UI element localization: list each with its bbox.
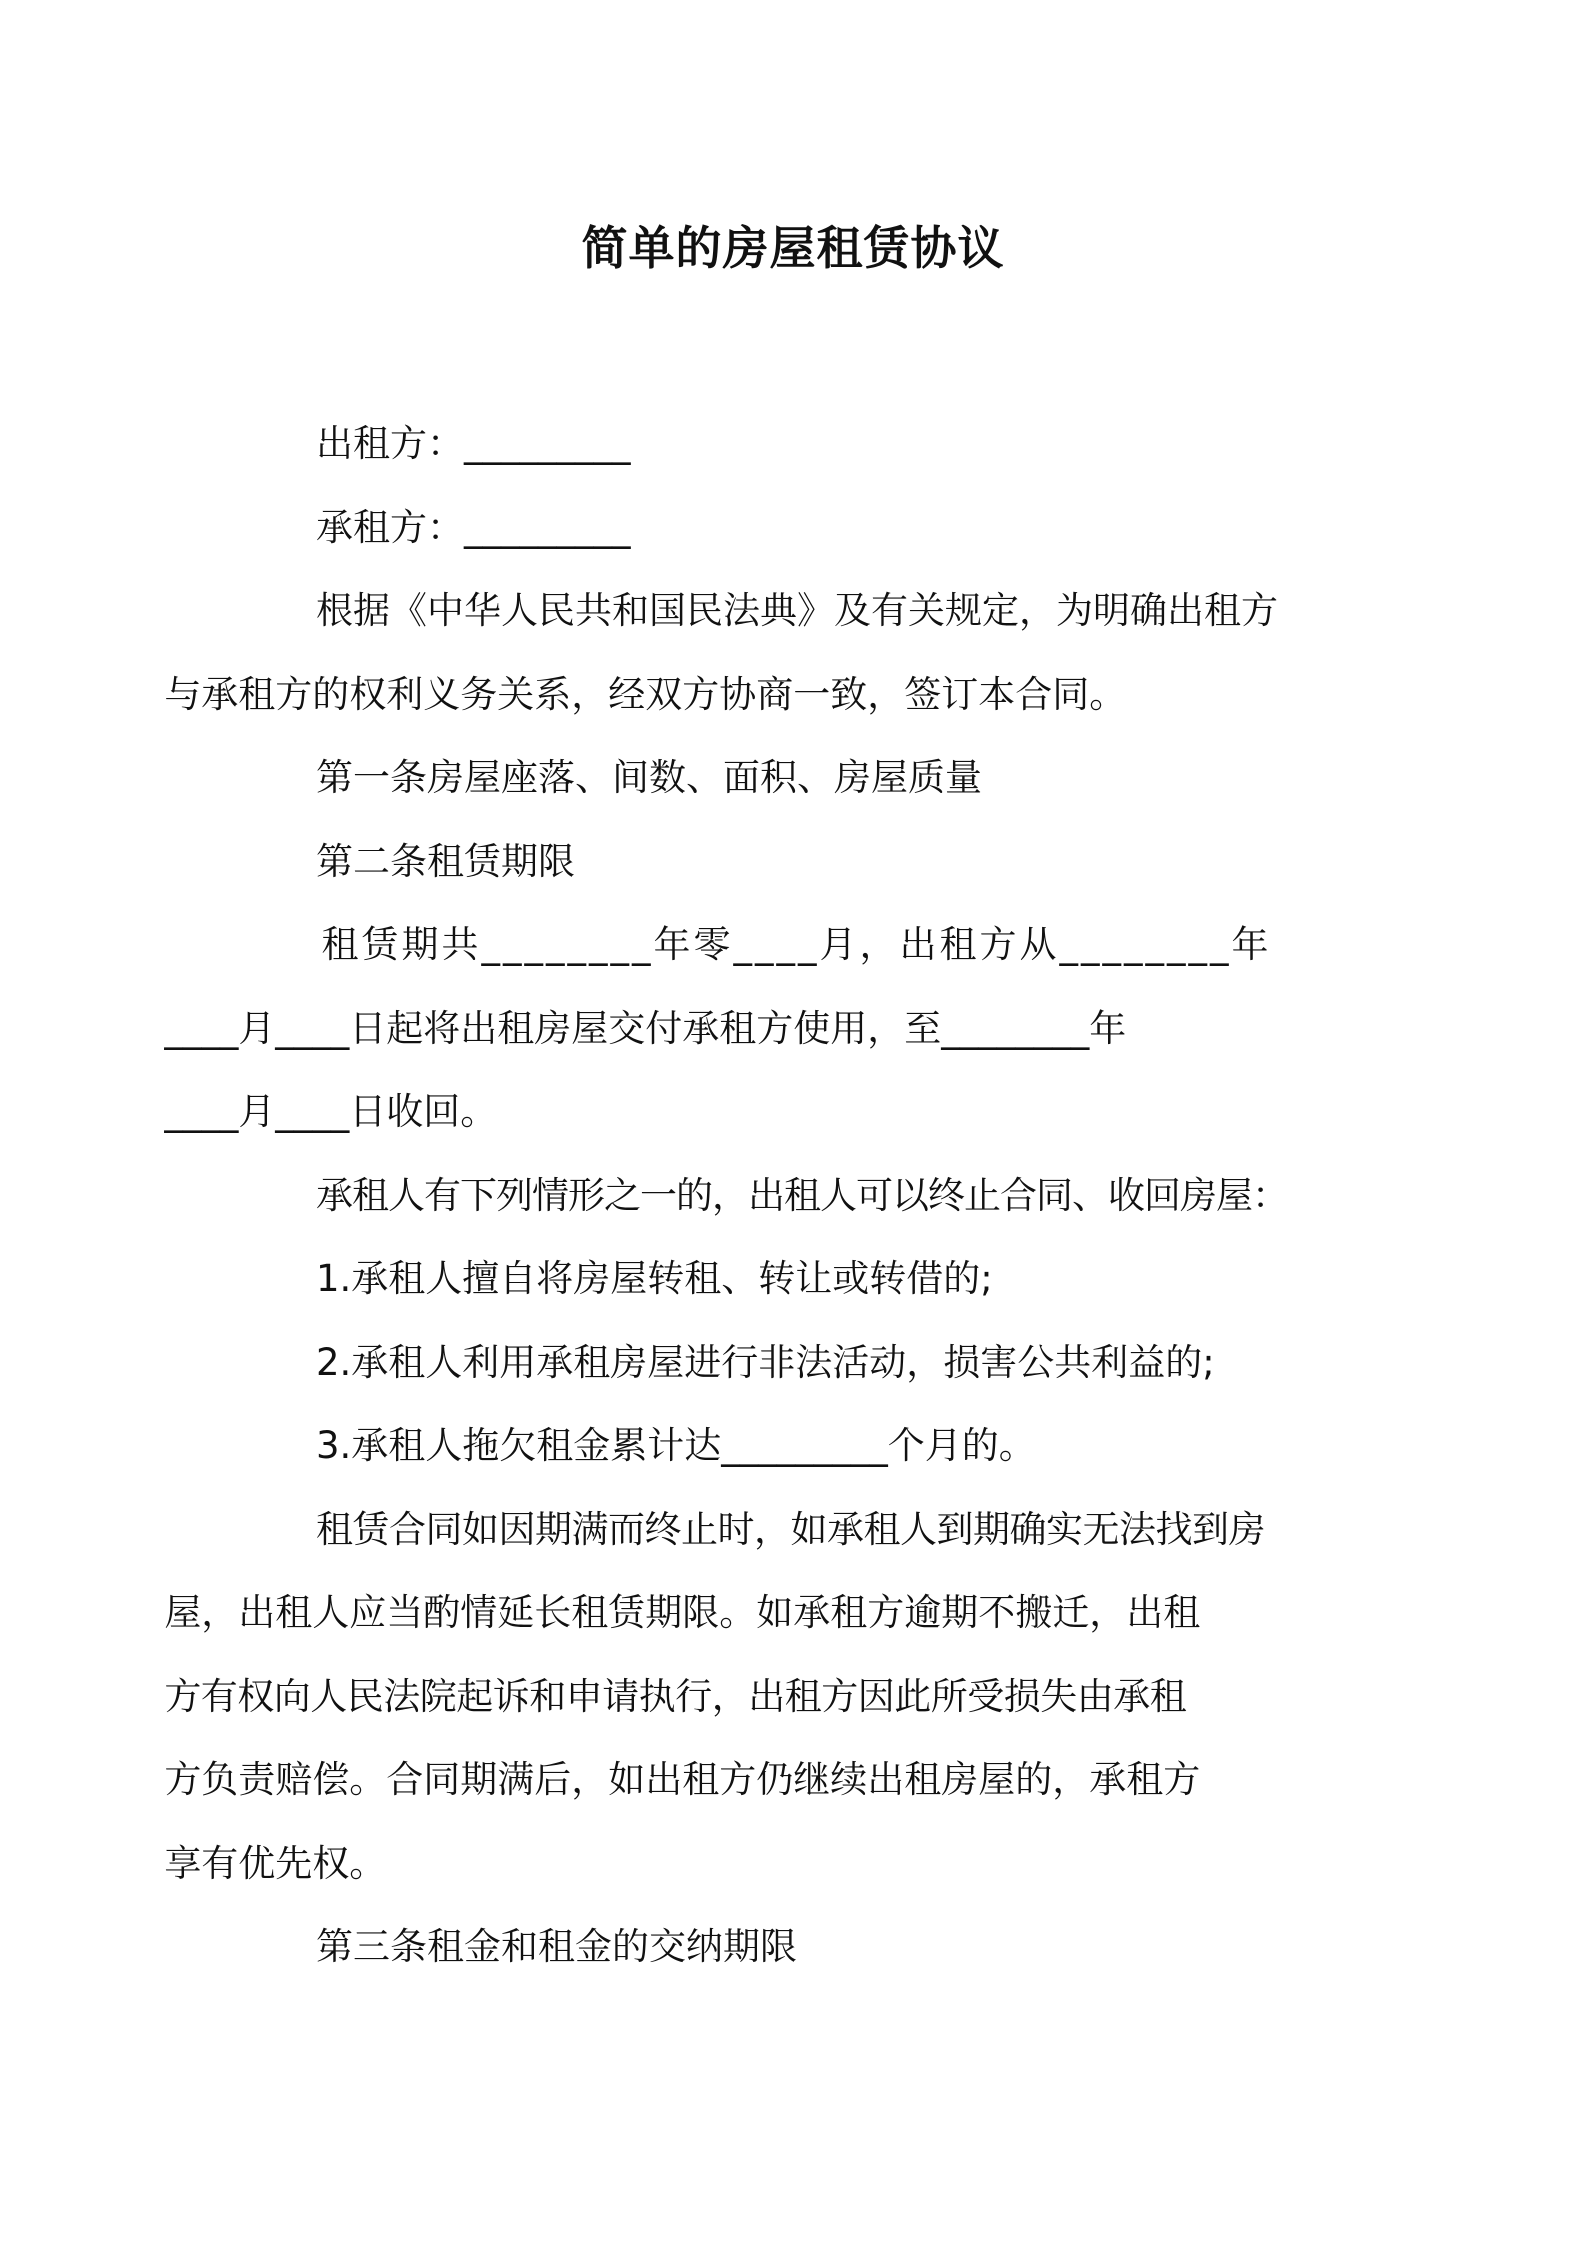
preamble-line-1: 根据《中华人民共和国民法典》及有关规定，为明确出租方: [316, 589, 1278, 632]
document-body: [164, 402, 1352, 1989]
expiry-line-1: 租赁合同如因期满而终止时，如承租人到期确实无法找到房: [316, 1507, 1265, 1551]
termination-intro: 承租人有下列情形之一的，出租人可以终止合同、收回房屋：: [316, 1173, 1288, 1217]
document-title: 简单的房屋租赁协议: [581, 221, 1005, 275]
term-line-1: 租赁期共________年零____月，出租方从________年: [321, 923, 1272, 966]
lessee-line: 承租方：_________: [316, 505, 631, 549]
termination-item-3: 3.承租人拖欠租金累计达_________个月的。: [316, 1424, 1036, 1467]
termination-item-2: 2.承租人利用承租房屋进行非法活动，损害公共利益的;: [316, 1340, 1215, 1384]
article-1-heading: 第一条房屋座落、间数、面积、房屋质量: [316, 756, 982, 799]
lessor-line: 出租方：_________: [316, 422, 631, 465]
term-line-3: ____月____日收回。: [164, 1090, 498, 1133]
termination-item-1: 1.承租人擅自将房屋转租、转让或转借的;: [316, 1257, 993, 1300]
expiry-line-4: 方负责赔偿。合同期满后，如出租方仍继续出租房屋的，承租方: [164, 1758, 1201, 1801]
expiry-line-5: 享有优先权。: [164, 1841, 387, 1885]
expiry-line-3: 方有权向人民法院起诉和申请执行，出租方因此所受损失由承租: [164, 1674, 1187, 1718]
preamble-line-2: 与承租方的权利义务关系，经双方协商一致，签订本合同。: [164, 672, 1127, 716]
article-3-heading: 第三条租金和租金的交纳期限: [316, 1925, 797, 1968]
term-line-2: ____月____日起将出租房屋交付承租方使用，至________年: [164, 1006, 1127, 1050]
expiry-line-2: 屋，出租人应当酌情延长租赁期限。如承租方逾期不搬迁，出租: [164, 1591, 1201, 1634]
article-2-heading: 第二条租赁期限: [316, 839, 575, 883]
